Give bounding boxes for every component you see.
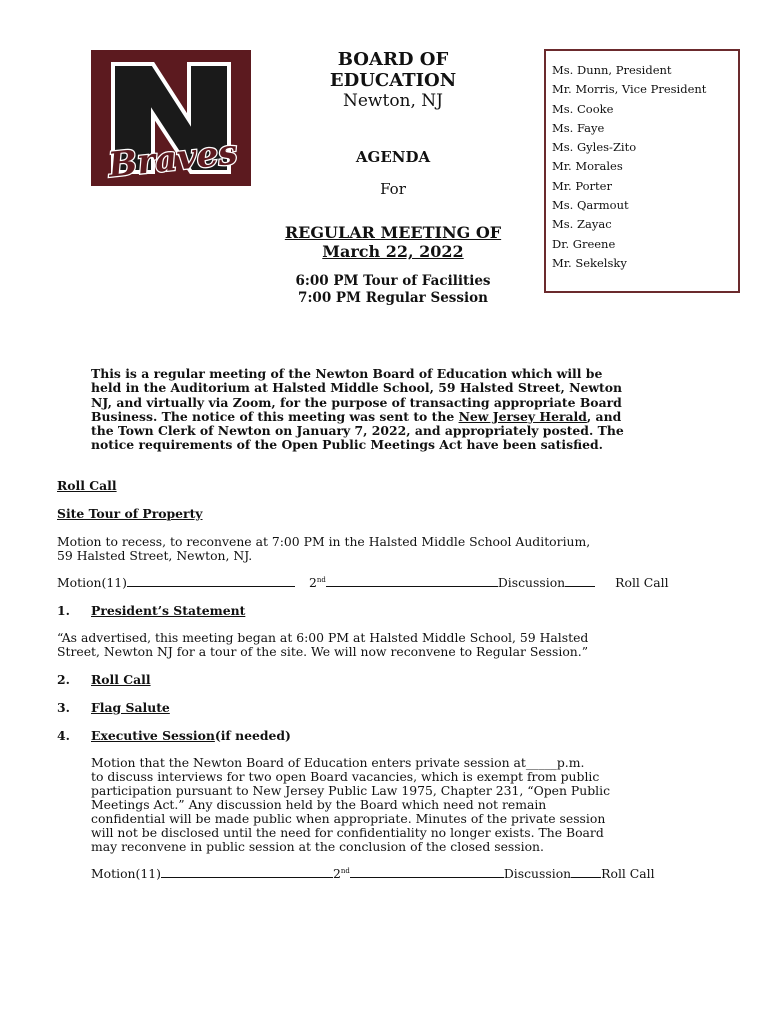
site-tour-heading: Site Tour of Property: [57, 506, 203, 521]
member-name: Ms. Gyles-Zito: [552, 140, 637, 155]
discussion-blank: [571, 866, 601, 878]
motion-blank: [161, 866, 333, 878]
second-sup: nd: [316, 575, 326, 584]
second-label: 2: [332, 866, 341, 881]
item-title-president-statement: President’s Statement: [91, 603, 246, 618]
item-title-flag-salute: Flag Salute: [91, 700, 170, 715]
second-blank: [326, 575, 498, 587]
meeting-times: [258, 273, 528, 307]
member-name: Mr. Porter: [552, 178, 612, 193]
exec-line: confidential will be made public when appropriate. Minutes of the private session: [91, 811, 606, 826]
agenda-heading: AGENDA: [355, 148, 431, 166]
notice-text-end: , and the Town Clerk of Newton on January 7, 2022, and appropriately posted. The notice requirements of the Open Public Meetings Act have been satisfied.: [91, 408, 624, 453]
board-line-2: EDUCATION: [329, 70, 457, 91]
item-number: 1.: [57, 603, 70, 618]
discussion-label: Discussion: [497, 575, 566, 590]
member-name: Dr. Greene: [552, 236, 616, 251]
member-name: Ms. Cooke: [552, 101, 614, 116]
member-name: Mr. Sekelsky: [552, 255, 627, 270]
meeting-date: March 22, 2022: [322, 242, 464, 261]
second-blank: [350, 866, 504, 878]
motion-label: Motion(11): [57, 575, 127, 590]
item-number: 2.: [57, 672, 70, 687]
roll-call-heading: Roll Call: [57, 478, 117, 493]
board-line-1: BOARD OF: [337, 49, 449, 70]
meeting-notice: [91, 367, 636, 453]
roll-call-label: Roll Call: [601, 866, 655, 881]
meeting-title: [258, 223, 528, 261]
executive-session-suffix: (if needed): [214, 728, 291, 743]
n-logo-icon: [91, 50, 251, 186]
motion-blank: [127, 575, 295, 587]
member-name: Ms. Faye: [552, 120, 605, 135]
motion-label: Motion(11): [91, 866, 161, 881]
exec-line: may reconvene in public session at the conclusion of the closed session.: [91, 839, 544, 854]
exec-line: will not be disclosed until the need for confidentiality no longer exists. The Board: [91, 825, 604, 840]
member-name: Mr. Morales: [552, 159, 623, 174]
logo-wordmark: Braves: [106, 132, 240, 186]
notice-text: This is a regular meeting of the Newton Board of Education which will be held in the Auditorium at Halsted Middle School, 59 Halsted Street, Newton NJ, and virtually via Zoom, for the purpose of transacting appropriate Board Business. The notice of this meeting was sent to the: [91, 366, 623, 424]
city-name: Newton, NJ: [343, 91, 443, 111]
board-members-box: [544, 49, 740, 293]
recess-motion-line-1: Motion to recess, to reconvene at 7:00 PM in the Halsted Middle School Auditorium,: [57, 534, 591, 549]
exec-line: to discuss interviews for two open Board vacancies, which is exempt from public: [91, 769, 600, 784]
meeting-title-line-1: REGULAR MEETING OF: [284, 223, 502, 242]
second-sup: nd: [340, 866, 350, 875]
exec-line: participation pursuant to New Jersey Public Law 1975, Chapter 231, “Open Public: [91, 783, 611, 798]
second-label: 2: [308, 575, 317, 590]
item-title-roll-call: Roll Call: [91, 672, 151, 687]
member-name: Ms. Qarmout: [552, 198, 629, 213]
exec-motion-vote-line: [91, 866, 691, 881]
exec-line: Motion that the Newton Board of Education enters private session at_____p.m.: [91, 755, 585, 770]
recess-motion-vote-line: [57, 575, 697, 590]
item-title-executive-session: [91, 729, 291, 743]
newspaper-name: New Jersey Herald: [458, 408, 587, 424]
president-statement-line-2: Street, Newton NJ for a tour of the site. We will now reconvene to Regular Session.”: [57, 644, 589, 659]
for-label: For: [380, 180, 406, 198]
roll-call-label: Roll Call: [615, 575, 669, 590]
tour-time: 6:00 PM Tour of Facilities: [295, 273, 491, 289]
board-title: [258, 49, 528, 91]
item-number: 3.: [57, 700, 70, 715]
member-name: Ms. Zayac: [552, 217, 612, 232]
member-name: Mr. Morris, Vice President: [552, 82, 707, 97]
president-statement-line-1: “As advertised, this meeting began at 6:00 PM at Halsted Middle School, 59 Halsted: [57, 630, 589, 645]
item-number: 4.: [57, 728, 70, 743]
discussion-label: Discussion: [503, 866, 572, 881]
executive-session-title: Executive Session: [91, 728, 215, 743]
newton-braves-logo: [91, 50, 251, 186]
session-time: 7:00 PM Regular Session: [298, 290, 488, 306]
discussion-blank: [565, 575, 595, 587]
exec-line: Meetings Act.” Any discussion held by the Board which need not remain: [91, 797, 547, 812]
member-name: Ms. Dunn, President: [552, 63, 672, 77]
recess-motion-line-2: 59 Halsted Street, Newton, NJ.: [57, 548, 253, 563]
executive-session-motion: [91, 756, 610, 854]
